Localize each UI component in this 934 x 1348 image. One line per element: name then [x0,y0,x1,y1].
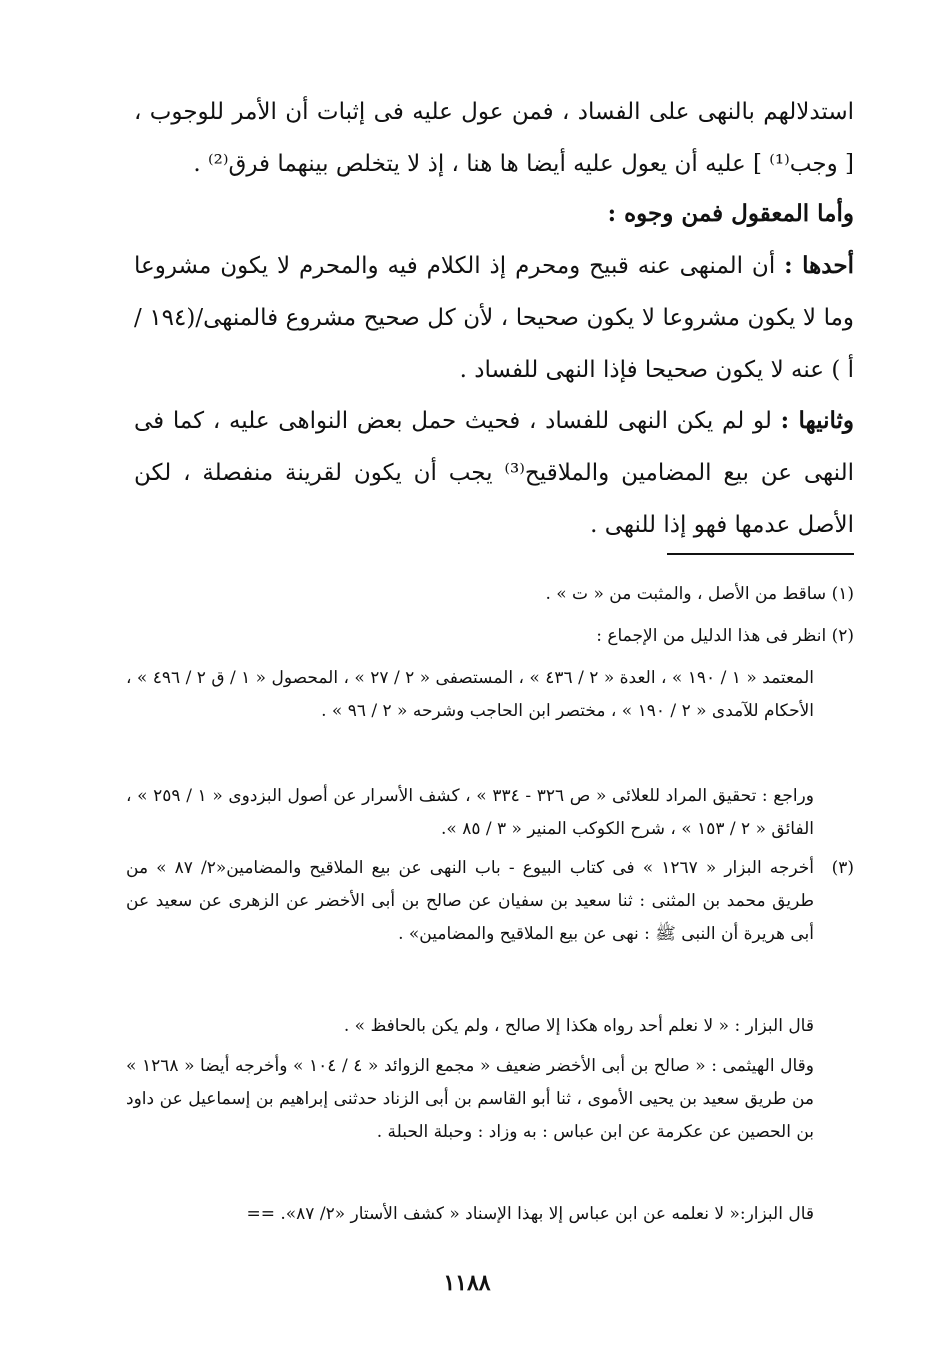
footnote-3-text: أخرجه البزار « ١٢٦٧ » فى كتاب البيوع - باب النهى عن بيع الملاقيح والمضامين«٢/ ٨٧ » من طريق محمد بن المثنى : ثنا سعيد بن سفيان عن صالح بن أبى الأخضر عن الزهرى عن سعيد عن أبى هريرة أن النبى ﷺ : نهى عن بيع الملاقيح والمضامين» . [126,858,814,944]
aqli-heading: وأما المعقول فمن وجوه : [607,200,854,227]
footnote-3 [126,852,854,951]
footnote-3-bazzar-second-comment [126,1198,814,1231]
first-argument-text: أن المنهى عنه قبيح ومحرم إذ الكلام فيه والمحرم لا يكون مشروعا وما لا يكون مشروعا لا يكون صحيحا ، لأن كل صحيح مشروع فالمنهى/(١٩٤ / أ ) عنه لا يكون صحيحا فإذا النهى للفساد . [134,253,854,383]
footnote-1 [126,578,854,611]
footnote-2 [126,620,854,653]
second-argument-lead: وثانيها : [780,407,854,434]
body-paragraph-intro [134,86,854,190]
haythami-comment-text: وقال الهيثمى : « صالح بن أبى الأخضر ضعيف « مجمع الزوائد « ٤ / ١٠٤ » وأخرجه أيضا « ١٢٦٨ » من طريق سعيد بن يحيى الأموى ، ثنا أبو القاسم بن أبى الزناد حدثنى إبراهيم بن إسماعيل عن داود بن الحصين عن عكرمة عن ابن عباس : به وزاد : وحبلة الحبلة . [126,1056,814,1142]
footnote-2-further-references [126,780,814,846]
second-argument-text: لو لم يكن النهى للفساد ، فحيث حمل بعض النواهى عليه ، كما فى النهى عن بيع المضامين والملاقيح⁽³⁾ يجب أن يكون لقرينة منفصلة ، لكن الأصل عدمها فهو إذا للنهى . [134,408,854,538]
body-paragraph-second-argument [134,395,854,551]
page-number: ١١٨٨ [443,1270,491,1296]
footnote-2-text: (٢) انظر فى هذا الدليل من الإجماع : [596,626,854,646]
footnote-separator [667,553,854,555]
bazzar-second-comment-text: قال البزار:« لا نعلمه عن ابن عباس إلا بهذا الإسناد « كشف الأستار «٢/ ٨٧». == [246,1204,814,1224]
bazzar-comment-text: قال البزار : « لا نعلم أحد رواه هكذا إلا صالح ، ولم يكن بالحافظ » . [343,1016,814,1036]
footnote-3-haythami-comment [126,1050,814,1149]
footnote-2-further-references-text: وراجع : تحقيق المراد للعلائى « ص ٣٢٦ - ٣٣٤ » ، كشف الأسرار عن أصول البزدوى « ١ / ٢٥٩ » ، الفائق « ٢ / ١٥٣ » ، شرح الكوكب المنير « ٣ / ٨٥ ». [126,786,814,839]
footnote-3-number: (٣) [831,858,854,878]
footnote-1-text: (١) ساقط من الأصل ، والمثبت من « ت » . [545,584,854,604]
footnote-2-references-text: المعتمد « ١ / ١٩٠ » ، العدة « ٢ / ٤٣٦ » ، المستصفى « ٢ / ٢٧ » ، المحصول « ١ / ق ٢ / ٤٩٦ » ، الأحكام للآمدى « ٢ / ١٩٠ » ، مختصر ابن الحاجب وشرحه « ٢ / ٩٦ » . [126,668,814,721]
footnote-3-bazzar-comment [126,1010,814,1043]
footnote-2-references [126,662,814,728]
first-argument-lead: أحدها : [784,252,854,279]
body-paragraph-first-argument [134,240,854,396]
section-heading [134,188,854,240]
intro-text: استدلالهم بالنهى على الفساد ، فمن عول عليه فى إثبات أن الأمر للوجوب ، [ وجب⁽¹⁾ ] عليه أن يعول عليه أيضا ها هنا ، إذ لا يتخلص بينهما فرق⁽²⁾ . [134,99,854,177]
